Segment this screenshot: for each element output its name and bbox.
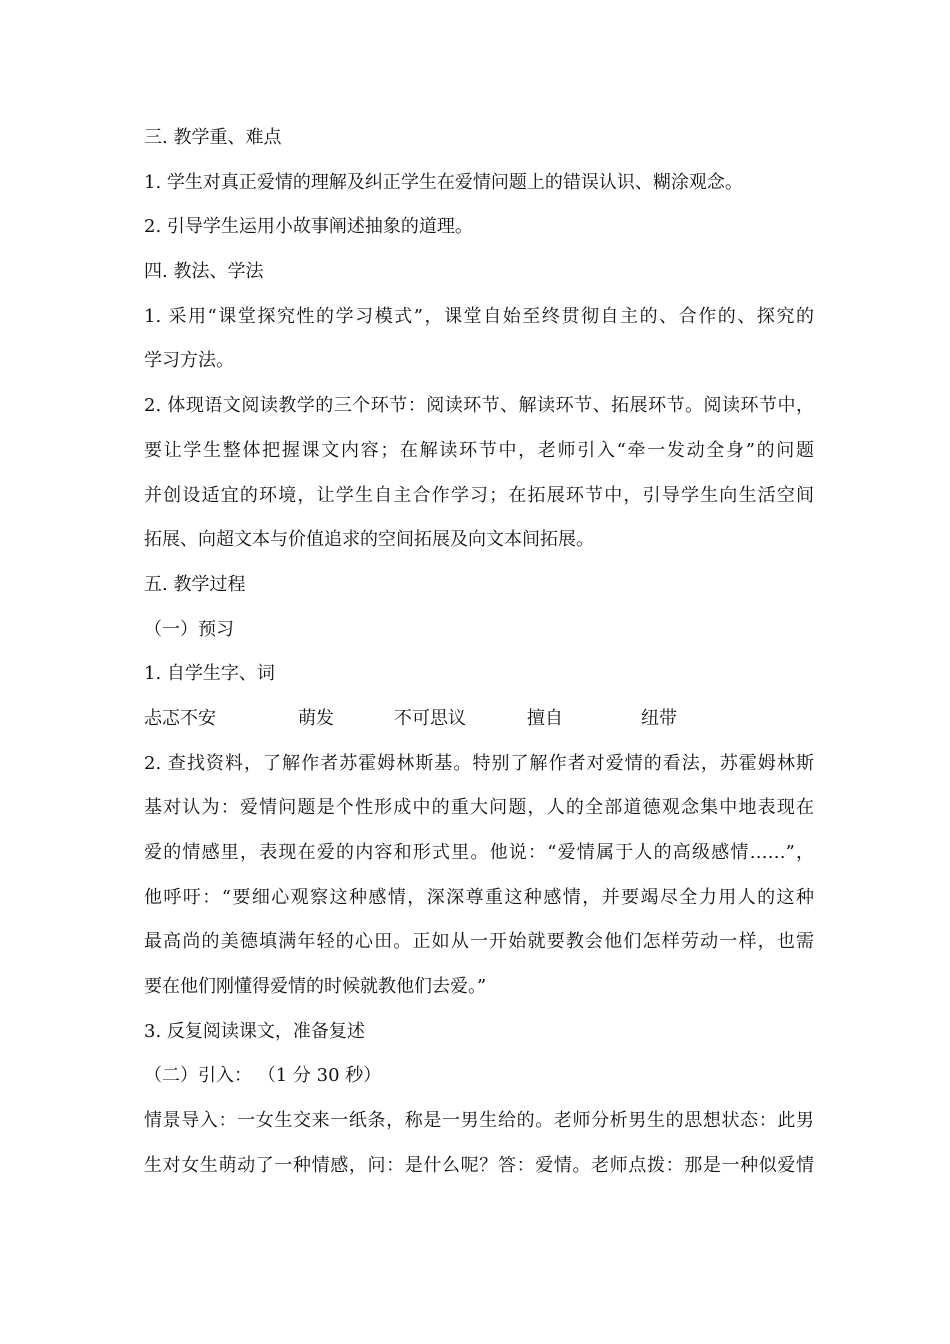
vocab-list <box>144 707 814 731</box>
section-4-heading: 四. 教法、学法 <box>144 261 264 282</box>
subsection-2-heading: （二）引入： （1 分 30 秒） <box>144 1065 382 1086</box>
subsection-1-item-2-line-4: 他呼吁：“要细心观察这种感情，深深尊重这种感情，并要竭尽全力用人的这种 <box>144 887 814 908</box>
section-3-item-2: 2. 引导学生运用小故事阐述抽象的道理。 <box>144 216 473 237</box>
section-4-item-2-line-2: 要让学生整体把握课文内容；在解读环节中，老师引入“牵一发动全身”的问题 <box>144 440 814 461</box>
vocab-word: 擅自 <box>527 708 563 729</box>
subsection-1-item-2-line-3: 爱的情感里，表现在爱的内容和形式里。他说：“爱情属于人的高级感情……”， <box>144 842 814 863</box>
subsection-2-body-line-1: 情景导入：一女生交来一纸条，称是一男生给的。老师分析男生的思想状态：此男 <box>144 1110 814 1131</box>
vocab-word: 忐忑不安 <box>144 708 216 729</box>
section-4-item-2-line-3: 并创设适宜的环境，让学生自主合作学习；在拓展环节中，引导学生向生活空间 <box>144 485 814 506</box>
section-5-heading: 五. 教学过程 <box>144 574 246 595</box>
vocab-word: 纽带 <box>641 708 677 729</box>
section-3-item-1: 1. 学生对真正爱情的理解及纠正学生在爱情问题上的错误认识、糊涂观念。 <box>144 172 743 193</box>
subsection-1-item-2-line-2: 基对认为：爱情问题是个性形成中的重大问题，人的全部道德观念集中地表现在 <box>144 797 814 818</box>
subsection-1-item-3: 3. 反复阅读课文，准备复述 <box>144 1021 365 1042</box>
section-4-item-2-line-1: 2. 体现语文阅读教学的三个环节：阅读环节、解读环节、拓展环节。阅读环节中， <box>144 395 814 416</box>
vocab-word: 不可思议 <box>394 708 466 729</box>
section-4-item-1-line-1: 1. 采用“课堂探究性的学习模式”，课堂自始至终贯彻自主的、合作的、探究的 <box>144 306 814 327</box>
subsection-1-item-2-line-1: 2. 查找资料，了解作者苏霍姆林斯基。特别了解作者对爱情的看法，苏霍姆林斯 <box>144 753 814 774</box>
section-3-heading: 三. 教学重、难点 <box>144 127 282 148</box>
subsection-1-item-2-line-5: 最高尚的美德填满年轻的心田。正如从一开始就要教会他们怎样劳动一样，也需 <box>144 931 814 952</box>
subsection-1-heading: （一）预习 <box>144 619 234 640</box>
subsection-1-item-2-line-6: 要在他们刚懂得爱情的时候就教他们去爱。” <box>144 976 487 997</box>
subsection-1-item-1: 1. 自学生字、词 <box>144 663 275 684</box>
section-4-item-1-line-2: 学习方法。 <box>144 350 234 371</box>
subsection-2-body-line-2: 生对女生萌动了一种情感，问：是什么呢？答：爱情。老师点拨：那是一种似爱情 <box>144 1155 814 1176</box>
vocab-word: 萌发 <box>298 708 334 729</box>
section-4-item-2-line-4: 拓展、向超文本与价值追求的空间拓展及向文本间拓展。 <box>144 529 594 550</box>
